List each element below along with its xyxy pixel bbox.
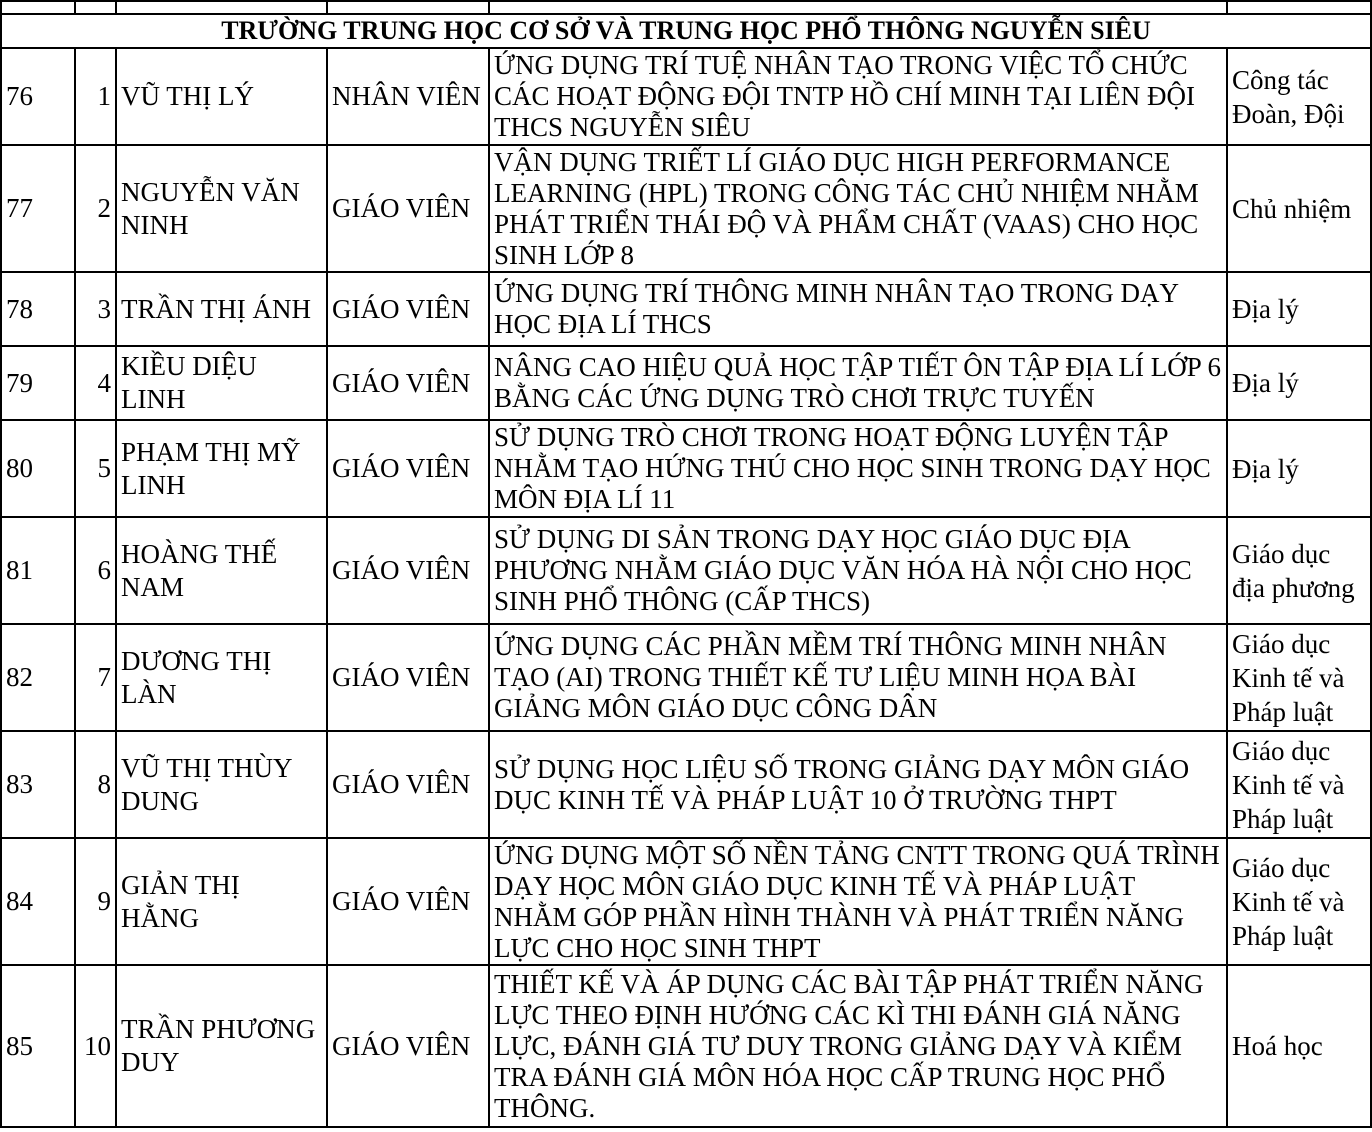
table-row [1,965,1371,1127]
stt-cell: 79 [1,346,75,420]
role-cell: GIÁO VIÊN [327,965,489,1127]
field-cell: Địa lý [1227,420,1371,517]
stt-cell: 76 [1,48,75,145]
stt-cell: 83 [1,731,75,838]
title-cell: ỨNG DỤNG TRÍ THÔNG MINH NHÂN TẠO TRONG DẠY HỌC ĐỊA LÍ THCS [489,272,1227,346]
field-cell: Giáo dục địa phương [1227,517,1371,624]
name-cell: HOÀNG THẾ NAM [116,517,327,624]
name-cell: TRẦN THỊ ÁNH [116,272,327,346]
name-cell: PHẠM THỊ MỸ LINH [116,420,327,517]
number-cell: 6 [75,517,116,624]
role-cell: GIÁO VIÊN [327,731,489,838]
school-header-row [1,14,1371,48]
stt-cell: 78 [1,272,75,346]
title-cell: SỬ DỤNG HỌC LIỆU SỐ TRONG GIẢNG DẠY MÔN GIÁO DỤC KINH TẾ VÀ PHÁP LUẬT 10 Ở TRƯỜNG THPT [489,731,1227,838]
table-row [1,48,1371,145]
title-cell: ỨNG DỤNG CÁC PHẦN MỀM TRÍ THÔNG MINH NHÂN TẠO (AI) TRONG THIẾT KẾ TƯ LIỆU MINH HỌA BÀI GIẢNG MÔN GIÁO DỤC CÔNG DÂN [489,624,1227,731]
table-body [1,1,1371,1127]
name-cell: VŨ THỊ THÙY DUNG [116,731,327,838]
stt-cell: 85 [1,965,75,1127]
name-cell: KIỀU DIỆU LINH [116,346,327,420]
role-cell: GIÁO VIÊN [327,145,489,272]
number-cell: 10 [75,965,116,1127]
table-row [1,346,1371,420]
field-cell: Chủ nhiệm [1227,145,1371,272]
field-cell: Địa lý [1227,346,1371,420]
title-cell: SỬ DỤNG TRÒ CHƠI TRONG HOẠT ĐỘNG LUYỆN TẬP NHẰM TẠO HỨNG THÚ CHO HỌC SINH TRONG DẠY HỌC MÔN ĐỊA LÍ 11 [489,420,1227,517]
top-edge-cell [75,1,116,14]
name-cell: TRẦN PHƯƠNG DUY [116,965,327,1127]
field-cell: Giáo dục Kinh tế và Pháp luật [1227,838,1371,965]
stt-cell: 80 [1,420,75,517]
top-edge-cell [1,1,75,14]
field-cell: Địa lý [1227,272,1371,346]
title-cell: ỨNG DỤNG MỘT SỐ NỀN TẢNG CNTT TRONG QUÁ TRÌNH DẠY HỌC MÔN GIÁO DỤC KINH TẾ VÀ PHÁP LUẬT NHẰM GÓP PHẦN HÌNH THÀNH VÀ PHÁT TRIỂN NĂNG LỰC CHO HỌC SINH THPT [489,838,1227,965]
name-cell: VŨ THỊ LÝ [116,48,327,145]
role-cell: GIÁO VIÊN [327,624,489,731]
number-cell: 2 [75,145,116,272]
top-edge-cell [327,1,489,14]
field-cell: Giáo dục Kinh tế và Pháp luật [1227,731,1371,838]
role-cell: GIÁO VIÊN [327,517,489,624]
top-edge-cell [1227,1,1371,14]
title-cell: SỬ DỤNG DI SẢN TRONG DẠY HỌC GIÁO DỤC ĐỊA PHƯƠNG NHẰM GIÁO DỤC VĂN HÓA HÀ NỘI CHO HỌC SINH PHỔ THÔNG (CẤP THCS) [489,517,1227,624]
number-cell: 8 [75,731,116,838]
field-cell: Công tác Đoàn, Đội [1227,48,1371,145]
table-row [1,838,1371,965]
name-cell: DƯƠNG THỊ LÀN [116,624,327,731]
table-row [1,517,1371,624]
number-cell: 3 [75,272,116,346]
number-cell: 5 [75,420,116,517]
number-cell: 7 [75,624,116,731]
table-top-edge [1,1,1371,14]
role-cell: GIÁO VIÊN [327,272,489,346]
table-row [1,624,1371,731]
name-cell: GIẢN THỊ HẰNG [116,838,327,965]
role-cell: GIÁO VIÊN [327,838,489,965]
top-edge-cell [489,1,1227,14]
stt-cell: 84 [1,838,75,965]
stt-cell: 77 [1,145,75,272]
school-name: TRƯỜNG TRUNG HỌC CƠ SỞ VÀ TRUNG HỌC PHỔ THÔNG NGUYỄN SIÊU [1,14,1371,48]
role-cell: GIÁO VIÊN [327,346,489,420]
role-cell: NHÂN VIÊN [327,48,489,145]
field-cell: Giáo dục Kinh tế và Pháp luật [1227,624,1371,731]
number-cell: 9 [75,838,116,965]
title-cell: VẬN DỤNG TRIẾT LÍ GIÁO DỤC HIGH PERFORMANCE LEARNING (HPL) TRONG CÔNG TÁC CHỦ NHIỆM NHẰM PHÁT TRIỂN THÁI ĐỘ VÀ PHẨM CHẤT (VAAS) CHO HỌC SINH LỚP 8 [489,145,1227,272]
table-row [1,731,1371,838]
field-cell: Hoá học [1227,965,1371,1127]
stt-cell: 81 [1,517,75,624]
title-cell: THIẾT KẾ VÀ ÁP DỤNG CÁC BÀI TẬP PHÁT TRIỂN NĂNG LỰC THEO ĐỊNH HƯỚNG CÁC KÌ THI ĐÁNH GIÁ NĂNG LỰC, ĐÁNH GIÁ TƯ DUY TRONG GIẢNG DẠY VÀ KIỂM TRA ĐÁNH GIÁ MÔN HÓA HỌC CẤP TRUNG HỌC PHỔ THÔNG. [489,965,1227,1127]
top-edge-cell [116,1,327,14]
role-cell: GIÁO VIÊN [327,420,489,517]
number-cell: 4 [75,346,116,420]
table-row [1,420,1371,517]
table-row [1,272,1371,346]
title-cell: NÂNG CAO HIỆU QUẢ HỌC TẬP TIẾT ÔN TẬP ĐỊA LÍ LỚP 6 BẰNG CÁC ỨNG DỤNG TRÒ CHƠI TRỰC TUYẾN [489,346,1227,420]
number-cell: 1 [75,48,116,145]
title-cell: ỨNG DỤNG TRÍ TUỆ NHÂN TẠO TRONG VIỆC TỔ CHỨC CÁC HOẠT ĐỘNG ĐỘI TNTP HỒ CHÍ MINH TẠI LIÊN ĐỘI THCS NGUYỄN SIÊU [489,48,1227,145]
stt-cell: 82 [1,624,75,731]
name-cell: NGUYỄN VĂN NINH [116,145,327,272]
table-row [1,145,1371,272]
